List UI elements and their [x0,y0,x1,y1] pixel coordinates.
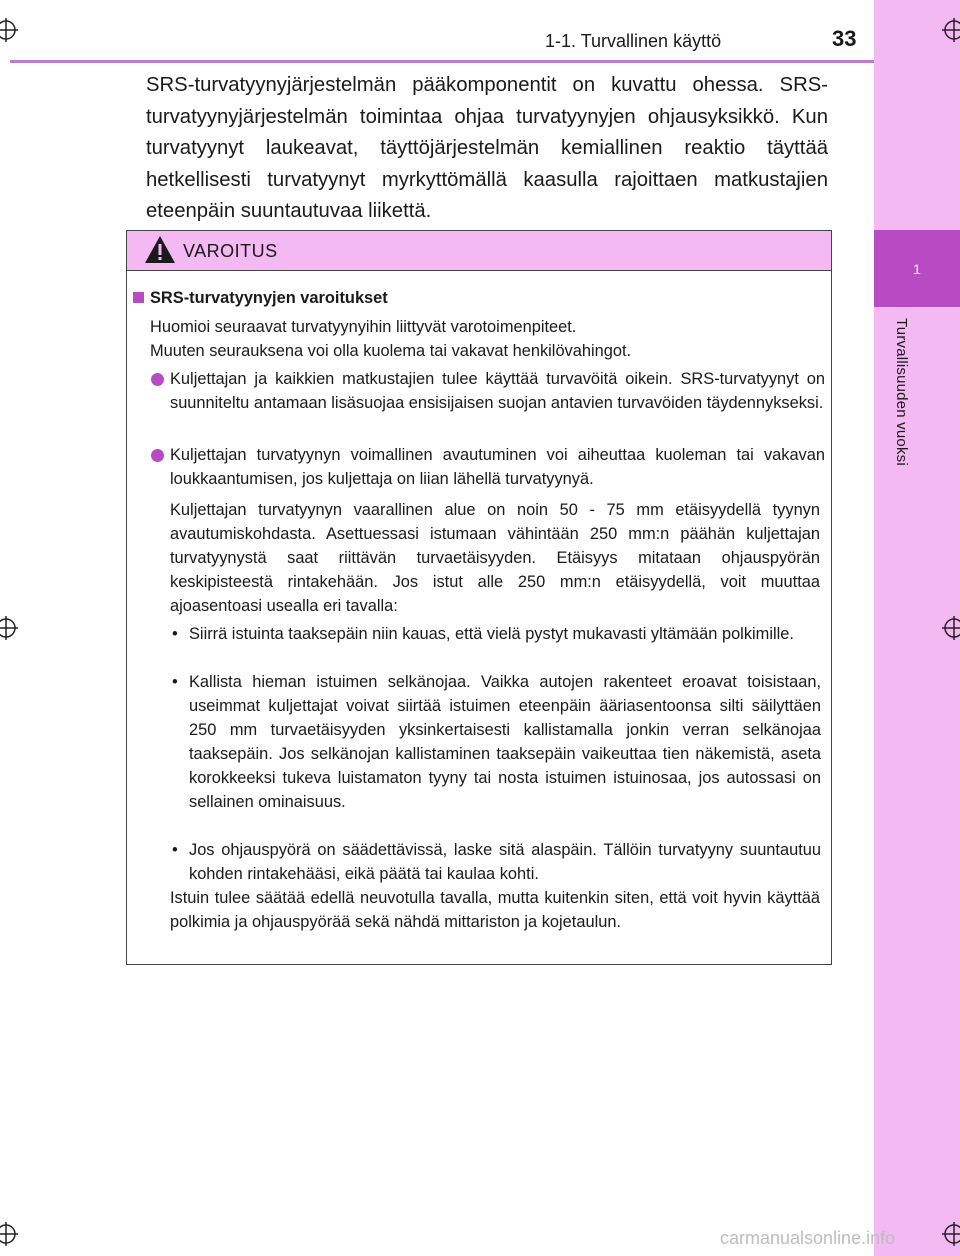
watermark: carmanualsonline.info [720,1228,896,1248]
sub-bullet-icon: • [172,625,178,643]
registration-mark-icon [942,616,960,640]
square-bullet-icon [133,292,144,303]
warning-box [126,230,832,965]
intro-paragraph: SRS-turvatyynyjärjestelmän pääkomponentit on kuvattu ohessa. SRS-turvatyynyjärjestelmän toimintaa ohjaa turvatyynyjen ohjausyksikkö. Kun turvatyynyt laukeavat, täyttöjärjestelmän kemiallinen reaktio täyttää hetkellisesti turvatyynyt myrkyttömällä kaasulla rajoittaen matkustajien eteenpäin suuntautuvaa liikettä. [146,74,828,222]
warning-bullet-1: Kuljettajan ja kaikkien matkustajien tulee käyttää turvavöitä oikein. SRS-turvatyynyt on suunniteltu antamaan lisäsuojaa ensisijaisen suojan antavien turvavöiden täydennykseksi. [170,370,825,412]
registration-mark-icon [0,616,18,640]
chapter-label: Turvallisuuden vuoksi [893,318,910,466]
registration-mark-icon [942,1222,960,1246]
warning-distance-paragraph: Kuljettajan turvatyynyn vaarallinen alue on noin 50 - 75 mm etäisyydellä tyynyn avautumiskohdasta. Asettuessasi istumaan vähintään 250 mm:n päähän kuljettajan turvatyynystä saat riittävän turvaetäisyyden. Etäisyys mitataan ohjauspyörän keskipisteestä rintakehään. Jos istut alle 250 mm:n etäisyydellä, voit muuttaa ajoasentoasi usealla eri tavalla: [170,501,820,615]
registration-mark-icon [0,1222,18,1246]
warning-sub-bullet-3: Jos ohjauspyörä on säädettävissä, laske sitä alaspäin. Tällöin turvatyyny suuntautuu kohden rintakehääsi, eikä päätä tai kaulaa kohti. [189,841,821,883]
warning-section-title-text: SRS-turvatyynyjen varoitukset [150,289,388,307]
registration-mark-icon [942,18,960,42]
bullet-dot-icon [151,449,164,462]
warning-sub-bullet-2: Kallista hieman istuimen selkänojaa. Vaikka autojen rakenteet eroavat toisistaan, useimmat kuljettajat voivat siirtää istuimen eteenpäin ääriasentoonsa silti säilyttäen 250 mm turvaetäisyyden yksinkertaisesti kallistamalla jonkin verran selkänojaa taaksepäin. Jos selkänojan kallistaminen taaksepäin vaikeuttaa tien näkemistä, aseta korokkeeksi tukeva luistamaton tyyny tai nosta istuimen istuinosaa, jos autossasi on sellainen ominaisuus. [189,673,821,811]
header-rule [10,60,874,63]
section-header-title: 1-1. Turvallinen käyttö [545,31,722,51]
warning-header [127,231,831,271]
warning-intro-line-1: Huomioi seuraavat turvatyynyihin liittyvät varotoimenpiteet. [150,318,577,336]
warning-intro-line-2: Muuten seurauksena voi olla kuolema tai vakavat henkilövahingot. [150,342,632,360]
page-number: 33 [832,26,857,51]
warning-title: VAROITUS [183,241,278,261]
chapter-number: 1 [913,260,921,277]
chapter-number-block [874,230,960,307]
sub-bullet-icon: • [172,673,178,691]
registration-mark-icon [0,18,18,42]
warning-bullet-2: Kuljettajan turvatyynyn voimallinen avautuminen voi aiheuttaa kuoleman tai vakavan loukkaantumisen, jos kuljettaja on liian lähellä turvatyynyä. [170,446,825,488]
warning-sub-bullet-1: Siirrä istuinta taaksepäin niin kauas, että vielä pystyt mukavasti yltämään polkimille. [189,625,794,643]
warning-triangle-icon [144,235,176,264]
warning-section-title [133,289,388,308]
sub-bullet-icon: • [172,841,178,859]
bullet-dot-icon [151,373,164,386]
warning-closing-paragraph: Istuin tulee säätää edellä neuvotulla tavalla, mutta kuitenkin siten, että voit hyvin käyttää polkimia ja ohjauspyörää sekä nähdä mittariston ja kojetaulun. [170,889,820,931]
